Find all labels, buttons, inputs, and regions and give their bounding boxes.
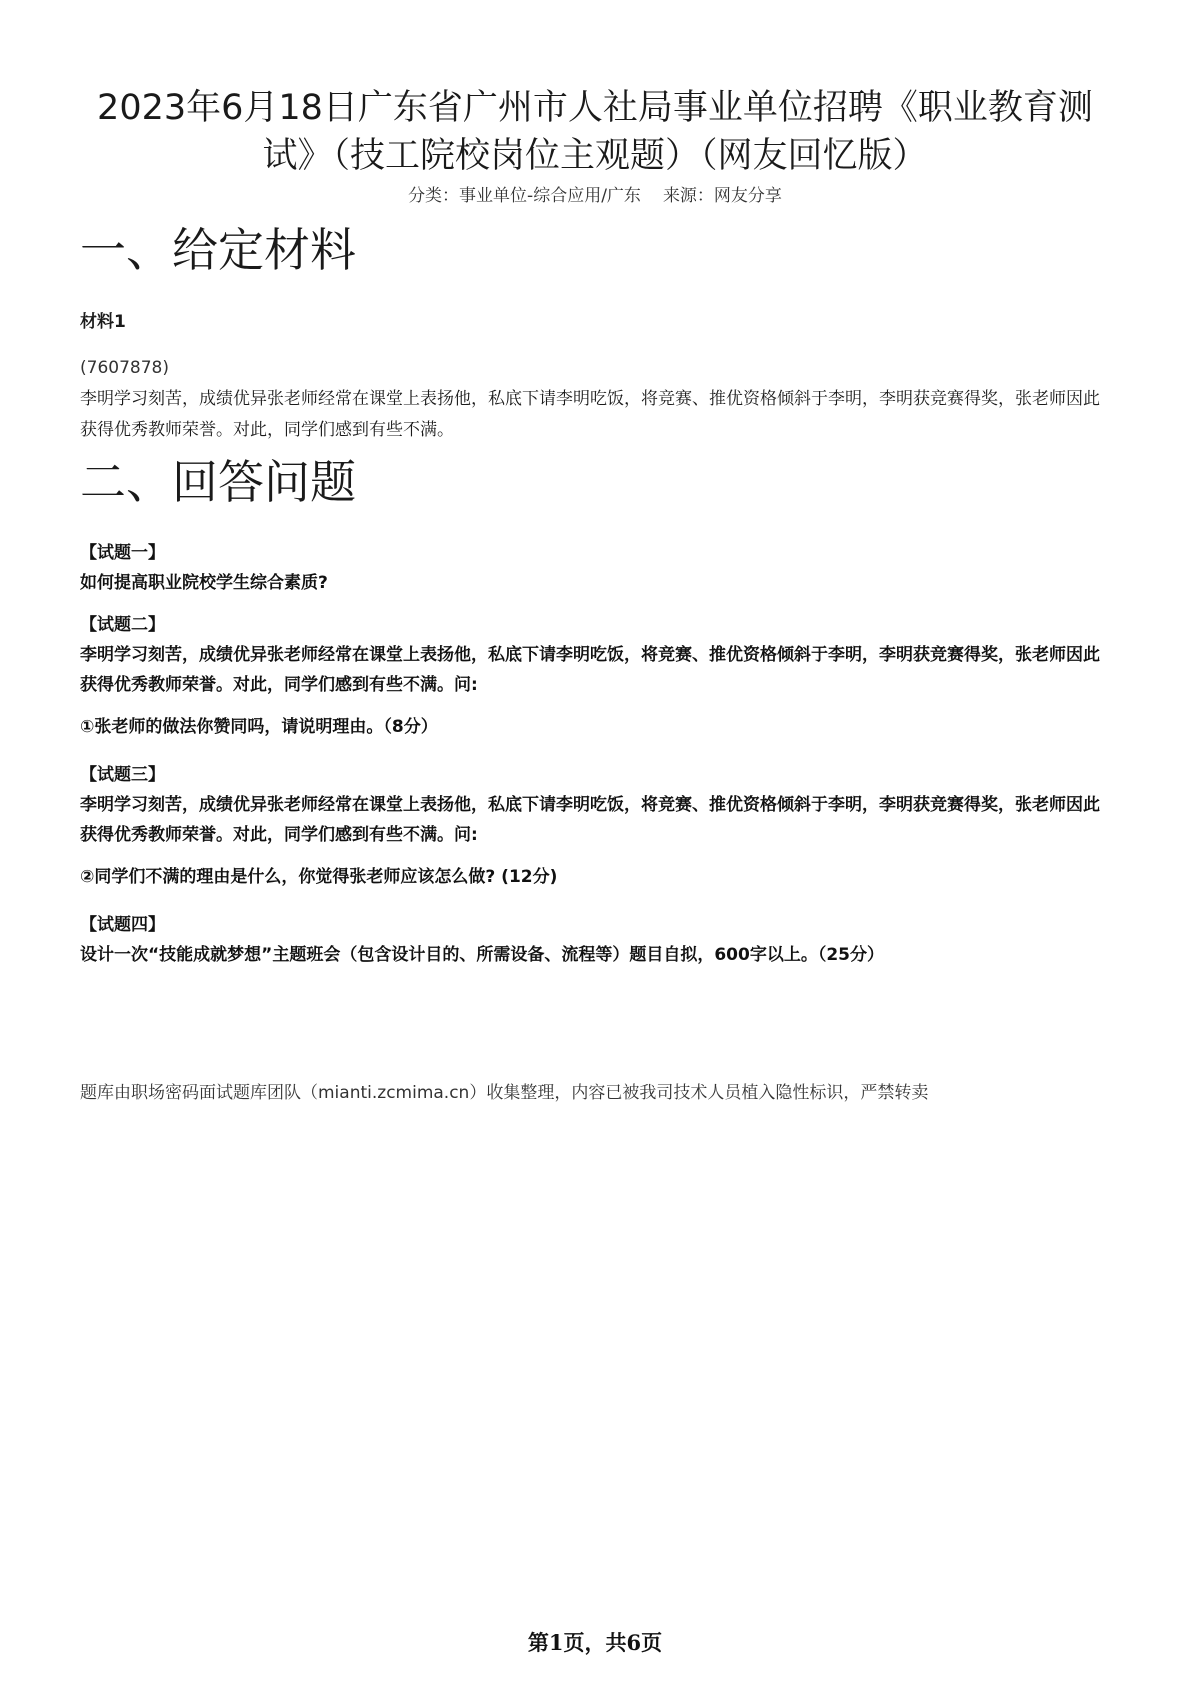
question-block-1 xyxy=(80,538,1110,598)
section-heading-materials: 一、给定材料 xyxy=(80,223,356,277)
footer-note: 题库由职场密码面试题库团队（mianti.zcmima.cn）收集整理，内容已被我司技术人员植入隐性标识，严禁转卖 xyxy=(80,1083,929,1103)
question-block-2 xyxy=(80,610,1110,700)
question-label: 【试题一】 xyxy=(80,543,165,563)
question-label: 【试题二】 xyxy=(80,615,165,635)
question-block-3 xyxy=(80,760,1110,850)
question-label: 【试题三】 xyxy=(80,765,165,785)
question-text: 李明学习刻苦，成绩优异张老师经常在课堂上表扬他，私底下请李明吃饭，将竞赛、推优资格倾斜于李明，李明获竞赛得奖，张老师因此获得优秀教师荣誉。对此，同学们感到有些不满。问: xyxy=(80,645,1100,695)
material-label: 材料1 xyxy=(80,312,126,332)
material-id: (7607878) xyxy=(80,358,169,378)
page-number: 第1页，共6页 xyxy=(527,1630,663,1655)
question-text: 李明学习刻苦，成绩优异张老师经常在课堂上表扬他，私底下请李明吃饭，将竞赛、推优资格倾斜于李明，李明获竞赛得奖，张老师因此获得优秀教师荣誉。对此，同学们感到有些不满。问: xyxy=(80,795,1100,845)
section-heading-questions: 二、回答问题 xyxy=(80,455,356,509)
question-sub-2: ①张老师的做法你赞同吗，请说明理由。（8分） xyxy=(80,717,438,737)
document-meta xyxy=(80,184,1110,208)
question-text: 如何提高职业院校学生综合素质? xyxy=(80,573,328,593)
question-block-4 xyxy=(80,910,1110,970)
document-source: 来源：网友分享 xyxy=(662,186,782,206)
question-text: 设计一次“技能成就梦想”主题班会（包含设计目的、所需设备、流程等）题目自拟，600字以上。（25分） xyxy=(80,945,884,965)
question-label: 【试题四】 xyxy=(80,915,165,935)
document-category: 分类：事业单位-综合应用/广东 xyxy=(408,186,641,206)
material-text: 李明学习刻苦，成绩优异张老师经常在课堂上表扬他，私底下请李明吃饭，将竞赛、推优资格倾斜于李明，李明获竞赛得奖，张老师因此获得优秀教师荣誉。对此，同学们感到有些不满。 xyxy=(80,389,1100,440)
question-sub-3: ②同学们不满的理由是什么，你觉得张老师应该怎么做? (12分) xyxy=(80,867,558,887)
document-title: 2023年6月18日广东省广州市人社局事业单位招聘《职业教育测试》（技工院校岗位主观题）（网友回忆版） xyxy=(97,88,1093,176)
